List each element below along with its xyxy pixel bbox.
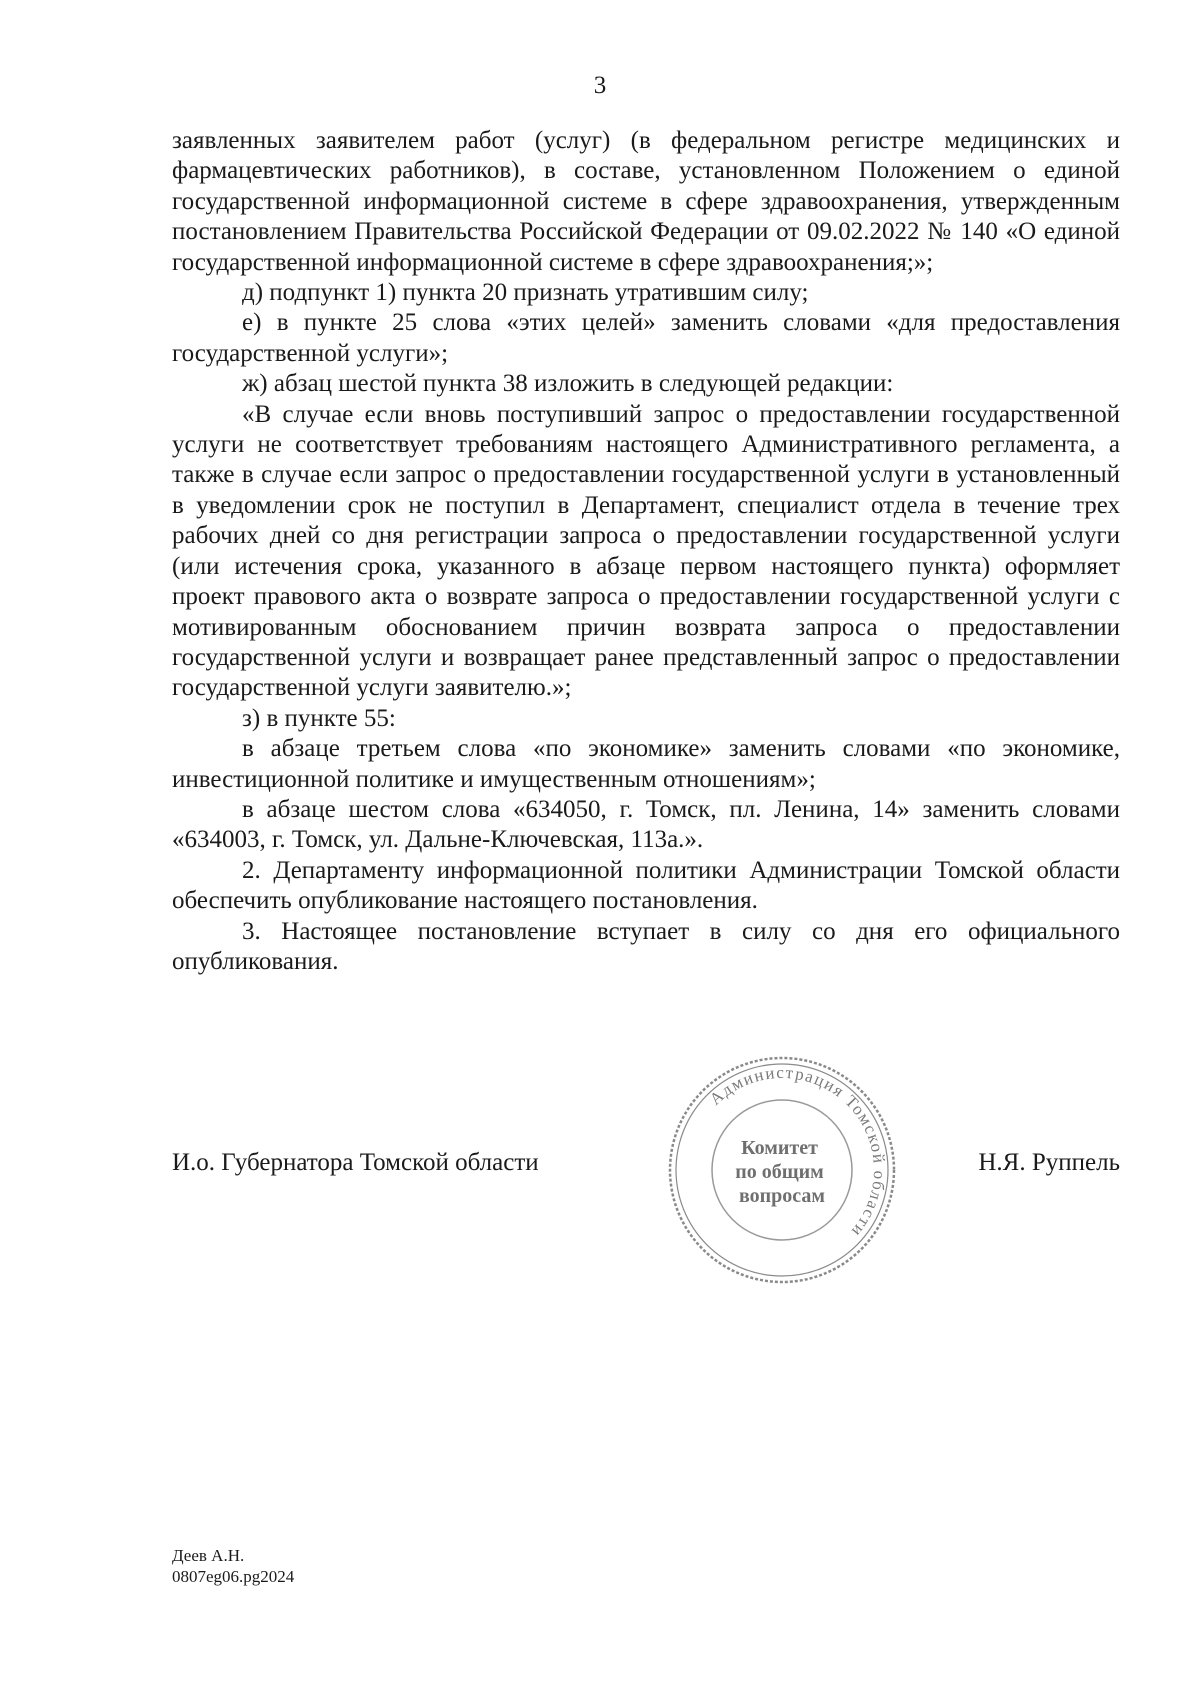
paragraph-6: з) в пункте 55: xyxy=(242,704,396,732)
footer-author: Деев А.Н. xyxy=(172,1546,245,1565)
seal-ring-text: Администрация Томской области xyxy=(705,1062,890,1242)
paragraph-3: е) в пункте 25 слова «этих целей» заменить словами «для предоставления государственной услуги»; xyxy=(172,309,1120,367)
footer-doc-code: 0807eg06.pg2024 xyxy=(172,1567,295,1586)
seal-graphic xyxy=(664,1052,900,1288)
paragraph-2: д) подпункт 1) пункта 20 признать утратившим силу; xyxy=(242,279,809,307)
paragraph-7: в абзаце третьем слова «по экономике» заменить словами «по экономике, инвестиционной политике и имущественным отношениям»; xyxy=(172,735,1120,793)
paragraph-5: «В случае если вновь поступивший запрос о предоставлении государственной услуги не соответствует требованиям настоящего Административного регламента, а также в случае если запрос о предоставлении государственной услуги в установленный в уведомлении срок не поступил в Департамент, специалист отдела в течение трех рабочих дней со дня регистрации запроса о предоставлении государственной услуги (или истечения срока, указанного в абзаце первом настоящего пункта) оформляет проект правового акта о возврате запроса о предоставлении государственной услуги с мотивированным обоснованием причин возврата запроса о предоставлении государственной услуги и возвращает ранее представленный запрос о предоставлении государственной услуги заявителю.»; xyxy=(172,400,1120,702)
footer-info xyxy=(172,1545,294,1587)
page-number: 3 xyxy=(593,72,607,99)
signatory-name: Н.Я. Руппель xyxy=(978,1149,1120,1176)
paragraph-10: 3. Настоящее постановление вступает в силу со дня его официального опубликования. xyxy=(172,917,1120,975)
paragraph-1: заявленных заявителем работ (услуг) (в федеральном регистре медицинских и фармацевтических работников), в составе, установленном Положением о единой государственной информационной системе в сфере здравоохранения, утвержденным постановлением Правительства Российской Федерации от 09.02.2022 № 140 «О единой государственной информационной системе в сфере здравоохранения;»; xyxy=(172,127,1120,276)
paragraph-9: 2. Департаменту информационной политики Администрации Томской области обеспечить опубликование настоящего постановления. xyxy=(172,856,1120,915)
seal-center-text: Комитет по общим вопросам xyxy=(735,1137,826,1207)
signatory-position: И.о. Губернатора Томской области xyxy=(172,1149,539,1176)
document-body xyxy=(172,126,1120,977)
paragraph-8: в абзаце шестом слова «634050, г. Томск, пл. Ленина, 14» заменить словами «634003, г. Томск, ул. Дальне-Ключевская, 113а.». xyxy=(172,795,1120,854)
official-seal xyxy=(664,1052,900,1288)
paragraph-4: ж) абзац шестой пункта 38 изложить в следующей редакции: xyxy=(242,370,894,398)
